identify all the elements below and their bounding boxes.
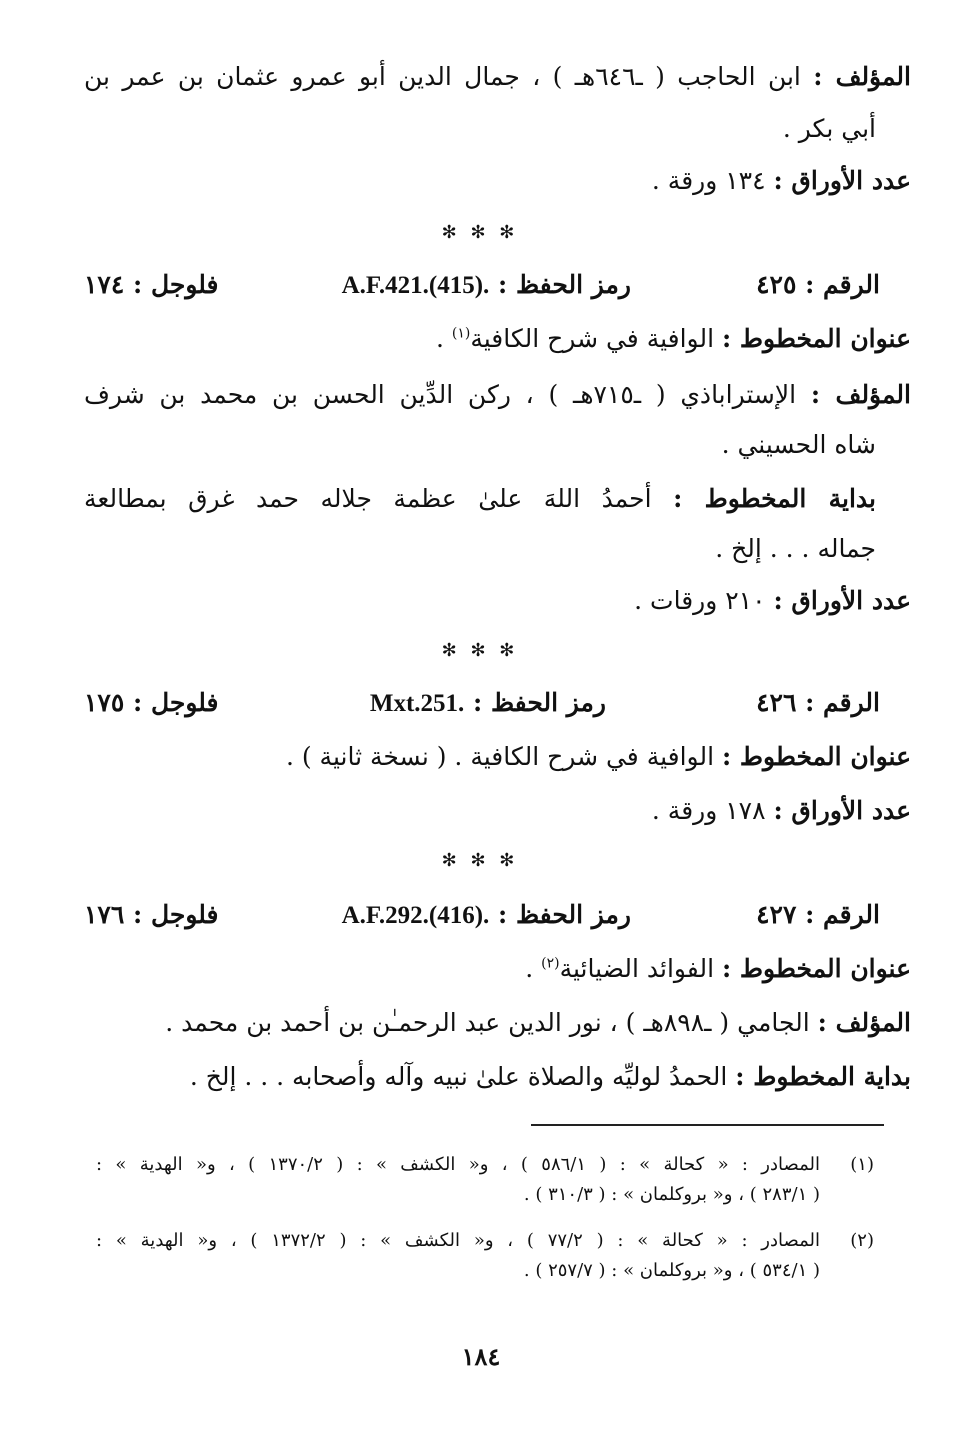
- footnote-text: المصادر : « كحالة » : ( ٥٨٦/١ ) ، و« الكشف » : ( ١٣٧٠/٢ ) ، و« الهدية » :: [96, 1154, 821, 1175]
- title-label: عنوان المخطوط :: [721, 742, 911, 771]
- incipit-text: الحمدُ لوليِّه والصلاة علىٰ نبيه وآله وأصحابه . . . إلخ .: [189, 1062, 728, 1091]
- flugel-number: فلوجل : ١٧٦: [84, 900, 219, 929]
- manuscript-title: الفوائد الضيائية: [559, 954, 715, 983]
- leaves-value: ١٣٤ ورقة .: [651, 166, 766, 195]
- entry-number: الرقم : ٤٢٧: [756, 900, 880, 929]
- shelf-mark: رمز الحفظ : A.F.421.(415).: [341, 270, 631, 299]
- section-separator: ✻ ✻ ✻: [441, 850, 519, 871]
- leaves-line: [84, 584, 911, 618]
- footnote-number: (١): [850, 1154, 874, 1175]
- title-line: عنوان المخطوط : الوافية في شرح الكافية$^{(١)}$ .: [435, 324, 911, 353]
- author-label: المؤلف :: [810, 380, 911, 409]
- footnote-text-cont: ( ٢٨٣/١ ) ، و« بروكلمان » : ( ٣١٠/٣ ) .: [523, 1184, 820, 1205]
- author-line: [84, 1006, 911, 1040]
- section-separator: ✻ ✻ ✻: [441, 222, 519, 243]
- title-label: عنوان المخطوط :: [721, 324, 911, 353]
- footnote-text: المصادر : « كحالة » : ( ٧٧/٢ ) ، و« الكشف » : ( ١٣٧٢/٢ ) ، و« الهدية » :: [96, 1230, 820, 1251]
- author-line-cont: أبي بكر .: [782, 114, 876, 143]
- footnote-text-cont: ( ٥٣٤/١ ) ، و« بروكلمان » : ( ٢٥٧/٧ ) .: [523, 1260, 820, 1281]
- page-number: ١٨٤: [461, 1342, 501, 1371]
- leaves-label: عدد الأوراق :: [773, 796, 911, 825]
- shelf-mark-value: A.F.421.(415).: [341, 272, 490, 299]
- shelf-mark-value: A.F.292.(416).: [341, 902, 490, 929]
- footnote-number: (٢): [850, 1230, 874, 1251]
- author-line: [84, 60, 911, 94]
- footnote-divider: [531, 1124, 884, 1126]
- leaves-value: ١٧٨ ورقة .: [651, 796, 766, 825]
- manuscript-title: الوافية في شرح الكافية . ( نسخة ثانية ) .: [285, 742, 715, 771]
- flugel-number: فلوجل : ١٧٤: [84, 270, 219, 299]
- entry-number: الرقم : ٤٢٥: [756, 270, 880, 299]
- flugel-number: فلوجل : ١٧٥: [84, 688, 219, 717]
- entry-number: الرقم : ٤٢٦: [756, 688, 880, 717]
- entry-header: [84, 898, 880, 932]
- leaves-label: عدد الأوراق :: [773, 166, 911, 195]
- incipit-text: أحمدُ اللهَ علىٰ عظمة جلاله حمد غرق بمطالعة: [84, 484, 652, 513]
- incipit-line-cont: جماله . . . إلخ .: [715, 534, 876, 563]
- title-line: [84, 740, 911, 774]
- leaves-line: [84, 164, 911, 198]
- footnote-ref: (٢): [541, 955, 560, 972]
- shelf-mark: رمز الحفظ : A.F.292.(416).: [341, 900, 631, 929]
- title-line: عنوان المخطوط : الفوائد الضيائية$^{(٢)}$ .: [525, 954, 911, 983]
- shelf-mark: رمز الحفظ : Mxt.251.: [369, 688, 606, 717]
- author-label: المؤلف :: [817, 1008, 911, 1037]
- author-line: [84, 378, 911, 412]
- shelf-mark-value: Mxt.251.: [369, 690, 465, 717]
- author-label: المؤلف :: [813, 62, 911, 91]
- leaves-value: ٢١٠ ورقات .: [634, 586, 766, 615]
- author-line-cont: شاه الحسيني .: [721, 430, 876, 459]
- author-text: الجامي ( ـ٨٩٨هـ ) ، نور الدين عبد الرحمـٰن بن أحمد بن محمد .: [165, 1008, 810, 1037]
- section-separator: ✻ ✻ ✻: [441, 640, 519, 661]
- incipit-label: بداية المخطوط :: [673, 484, 876, 513]
- incipit-line: [84, 482, 876, 516]
- manuscript-title: الوافية في شرح الكافية: [470, 324, 715, 353]
- footnote-ref: (١): [451, 325, 471, 342]
- entry-header: [84, 686, 880, 720]
- incipit-label: بداية المخطوط :: [735, 1062, 911, 1091]
- entry-header: [84, 268, 880, 302]
- leaves-label: عدد الأوراق :: [773, 586, 911, 615]
- author-text: ابن الحاجب ( ـ٦٤٦هـ ) ، جمال الدين أبو عمرو عثمان بن عمر بن: [84, 62, 801, 91]
- leaves-line: [84, 794, 911, 828]
- title-label: عنوان المخطوط :: [721, 954, 911, 983]
- author-text: الإستراباذي ( ـ٧١٥هـ ) ، ركن الدِّين الحسن بن محمد بن شرف: [84, 380, 797, 409]
- incipit-line: [84, 1060, 911, 1094]
